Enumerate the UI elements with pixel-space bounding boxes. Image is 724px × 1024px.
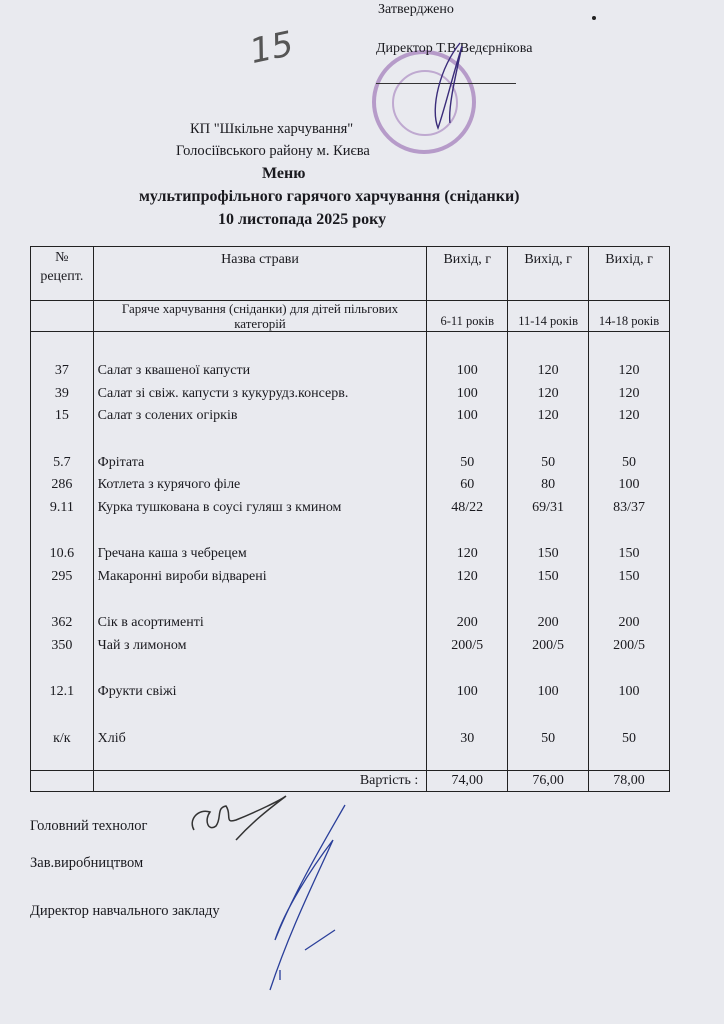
table-row [31,635,670,658]
approval-director: Директор Т.В.Ведєрнікова [376,41,533,56]
subheader-age-2: 11-14 років [508,301,589,332]
header-yield-3: Вихід, г [589,247,670,301]
recipe-no: 286 [31,474,94,497]
yield-11-14: 50 [508,728,589,751]
table-row [31,681,670,704]
yield-11-14: 120 [508,383,589,406]
yield-14-18: 120 [589,383,670,406]
yield-14-18: 150 [589,566,670,589]
table-row [31,612,670,635]
total-label: Вартість : [93,771,427,792]
yield-14-18: 50 [589,452,670,475]
yield-11-14: 120 [508,405,589,428]
yield-11-14: 69/31 [508,497,589,520]
dish-name: Хліб [93,728,427,751]
yield-14-18: 50 [589,728,670,751]
subheader-empty [31,301,94,332]
handwritten-page-number: 15 [246,23,297,73]
yield-11-14: 80 [508,474,589,497]
table-subheader-row [31,301,670,332]
total-cost-row [31,771,670,792]
dish-name: Курка тушкована в соусі гуляш з кмином [93,497,427,520]
dish-name: Салат з солених огірків [93,405,427,428]
production-head-signature-icon [255,800,355,1000]
yield-11-14: 150 [508,543,589,566]
yield-6-11: 50 [427,452,508,475]
subheader-age-3: 14-18 років [589,301,670,332]
yield-6-11: 100 [427,383,508,406]
yield-6-11: 200 [427,612,508,635]
subheader-category: Гаряче харчування (сніданки) для дітей пільгових категорій [93,301,427,332]
yield-6-11: 60 [427,474,508,497]
yield-11-14: 200/5 [508,635,589,658]
yield-14-18: 200/5 [589,635,670,658]
yield-11-14: 200 [508,612,589,635]
table-row [31,405,670,428]
yield-6-11: 120 [427,543,508,566]
yield-6-11: 100 [427,405,508,428]
document-subtitle: мультипрофільного гарячого харчування (сніданки) [139,188,520,205]
yield-14-18: 120 [589,405,670,428]
dish-name: Котлета з курячого філе [93,474,427,497]
header-dish-name: Назва страви [93,247,427,301]
yield-11-14: 50 [508,452,589,475]
table-row [31,497,670,520]
recipe-no: 15 [31,405,94,428]
yield-14-18: 120 [589,360,670,383]
yield-6-11: 200/5 [427,635,508,658]
dish-name: Гречана каша з чебрецем [93,543,427,566]
dish-name: Фрукти свіжі [93,681,427,704]
recipe-no: 5.7 [31,452,94,475]
total-empty [31,771,94,792]
total-cost-11-14: 76,00 [508,771,589,792]
chief-technologist-label: Головний технолог [30,818,148,834]
director-signature-icon [420,38,480,138]
yield-11-14: 150 [508,566,589,589]
table-row [31,728,670,751]
yield-11-14: 120 [508,360,589,383]
header-recipe-no: № рецепт. [31,247,94,301]
recipe-no: 10.6 [31,543,94,566]
dish-name: Макаронні вироби відварені [93,566,427,589]
yield-6-11: 100 [427,681,508,704]
recipe-no: 37 [31,360,94,383]
table-row [31,452,670,475]
header-yield-2: Вихід, г [508,247,589,301]
recipe-no: 12.1 [31,681,94,704]
document-title: Меню [262,165,306,182]
recipe-no: к/к [31,728,94,751]
approval-label: Затверджено [378,2,454,17]
recipe-no: 350 [31,635,94,658]
yield-14-18: 83/37 [589,497,670,520]
table-row [31,543,670,566]
yield-6-11: 120 [427,566,508,589]
table-row [31,474,670,497]
organization-name: КП "Шкільне харчування" [190,121,354,137]
speck [592,16,596,20]
dish-name: Сік в асортименті [93,612,427,635]
yield-6-11: 30 [427,728,508,751]
yield-11-14: 100 [508,681,589,704]
menu-table [30,246,670,792]
school-director-label: Директор навчального закладу [30,903,220,919]
yield-14-18: 100 [589,681,670,704]
total-cost-6-11: 74,00 [427,771,508,792]
yield-14-18: 200 [589,612,670,635]
header-yield-1: Вихід, г [427,247,508,301]
subheader-age-1: 6-11 років [427,301,508,332]
recipe-no: 295 [31,566,94,589]
table-row [31,566,670,589]
dish-name: Салат зі свіж. капусти з кукурудз.консерв. [93,383,427,406]
total-cost-14-18: 78,00 [589,771,670,792]
yield-14-18: 100 [589,474,670,497]
organization-district: Голосіївського району м. Києва [176,143,370,159]
table-row [31,383,670,406]
recipe-no: 9.11 [31,497,94,520]
production-head-label: Зав.виробництвом [30,855,144,871]
dish-name: Салат з квашеної капусти [93,360,427,383]
recipe-no: 39 [31,383,94,406]
yield-6-11: 100 [427,360,508,383]
yield-14-18: 150 [589,543,670,566]
recipe-no: 362 [31,612,94,635]
yield-6-11: 48/22 [427,497,508,520]
table-row [31,360,670,383]
document-date: 10 листопада 2025 року [218,211,387,228]
dish-name: Чай з лимоном [93,635,427,658]
table-header-row [31,247,670,301]
dish-name: Фрітата [93,452,427,475]
